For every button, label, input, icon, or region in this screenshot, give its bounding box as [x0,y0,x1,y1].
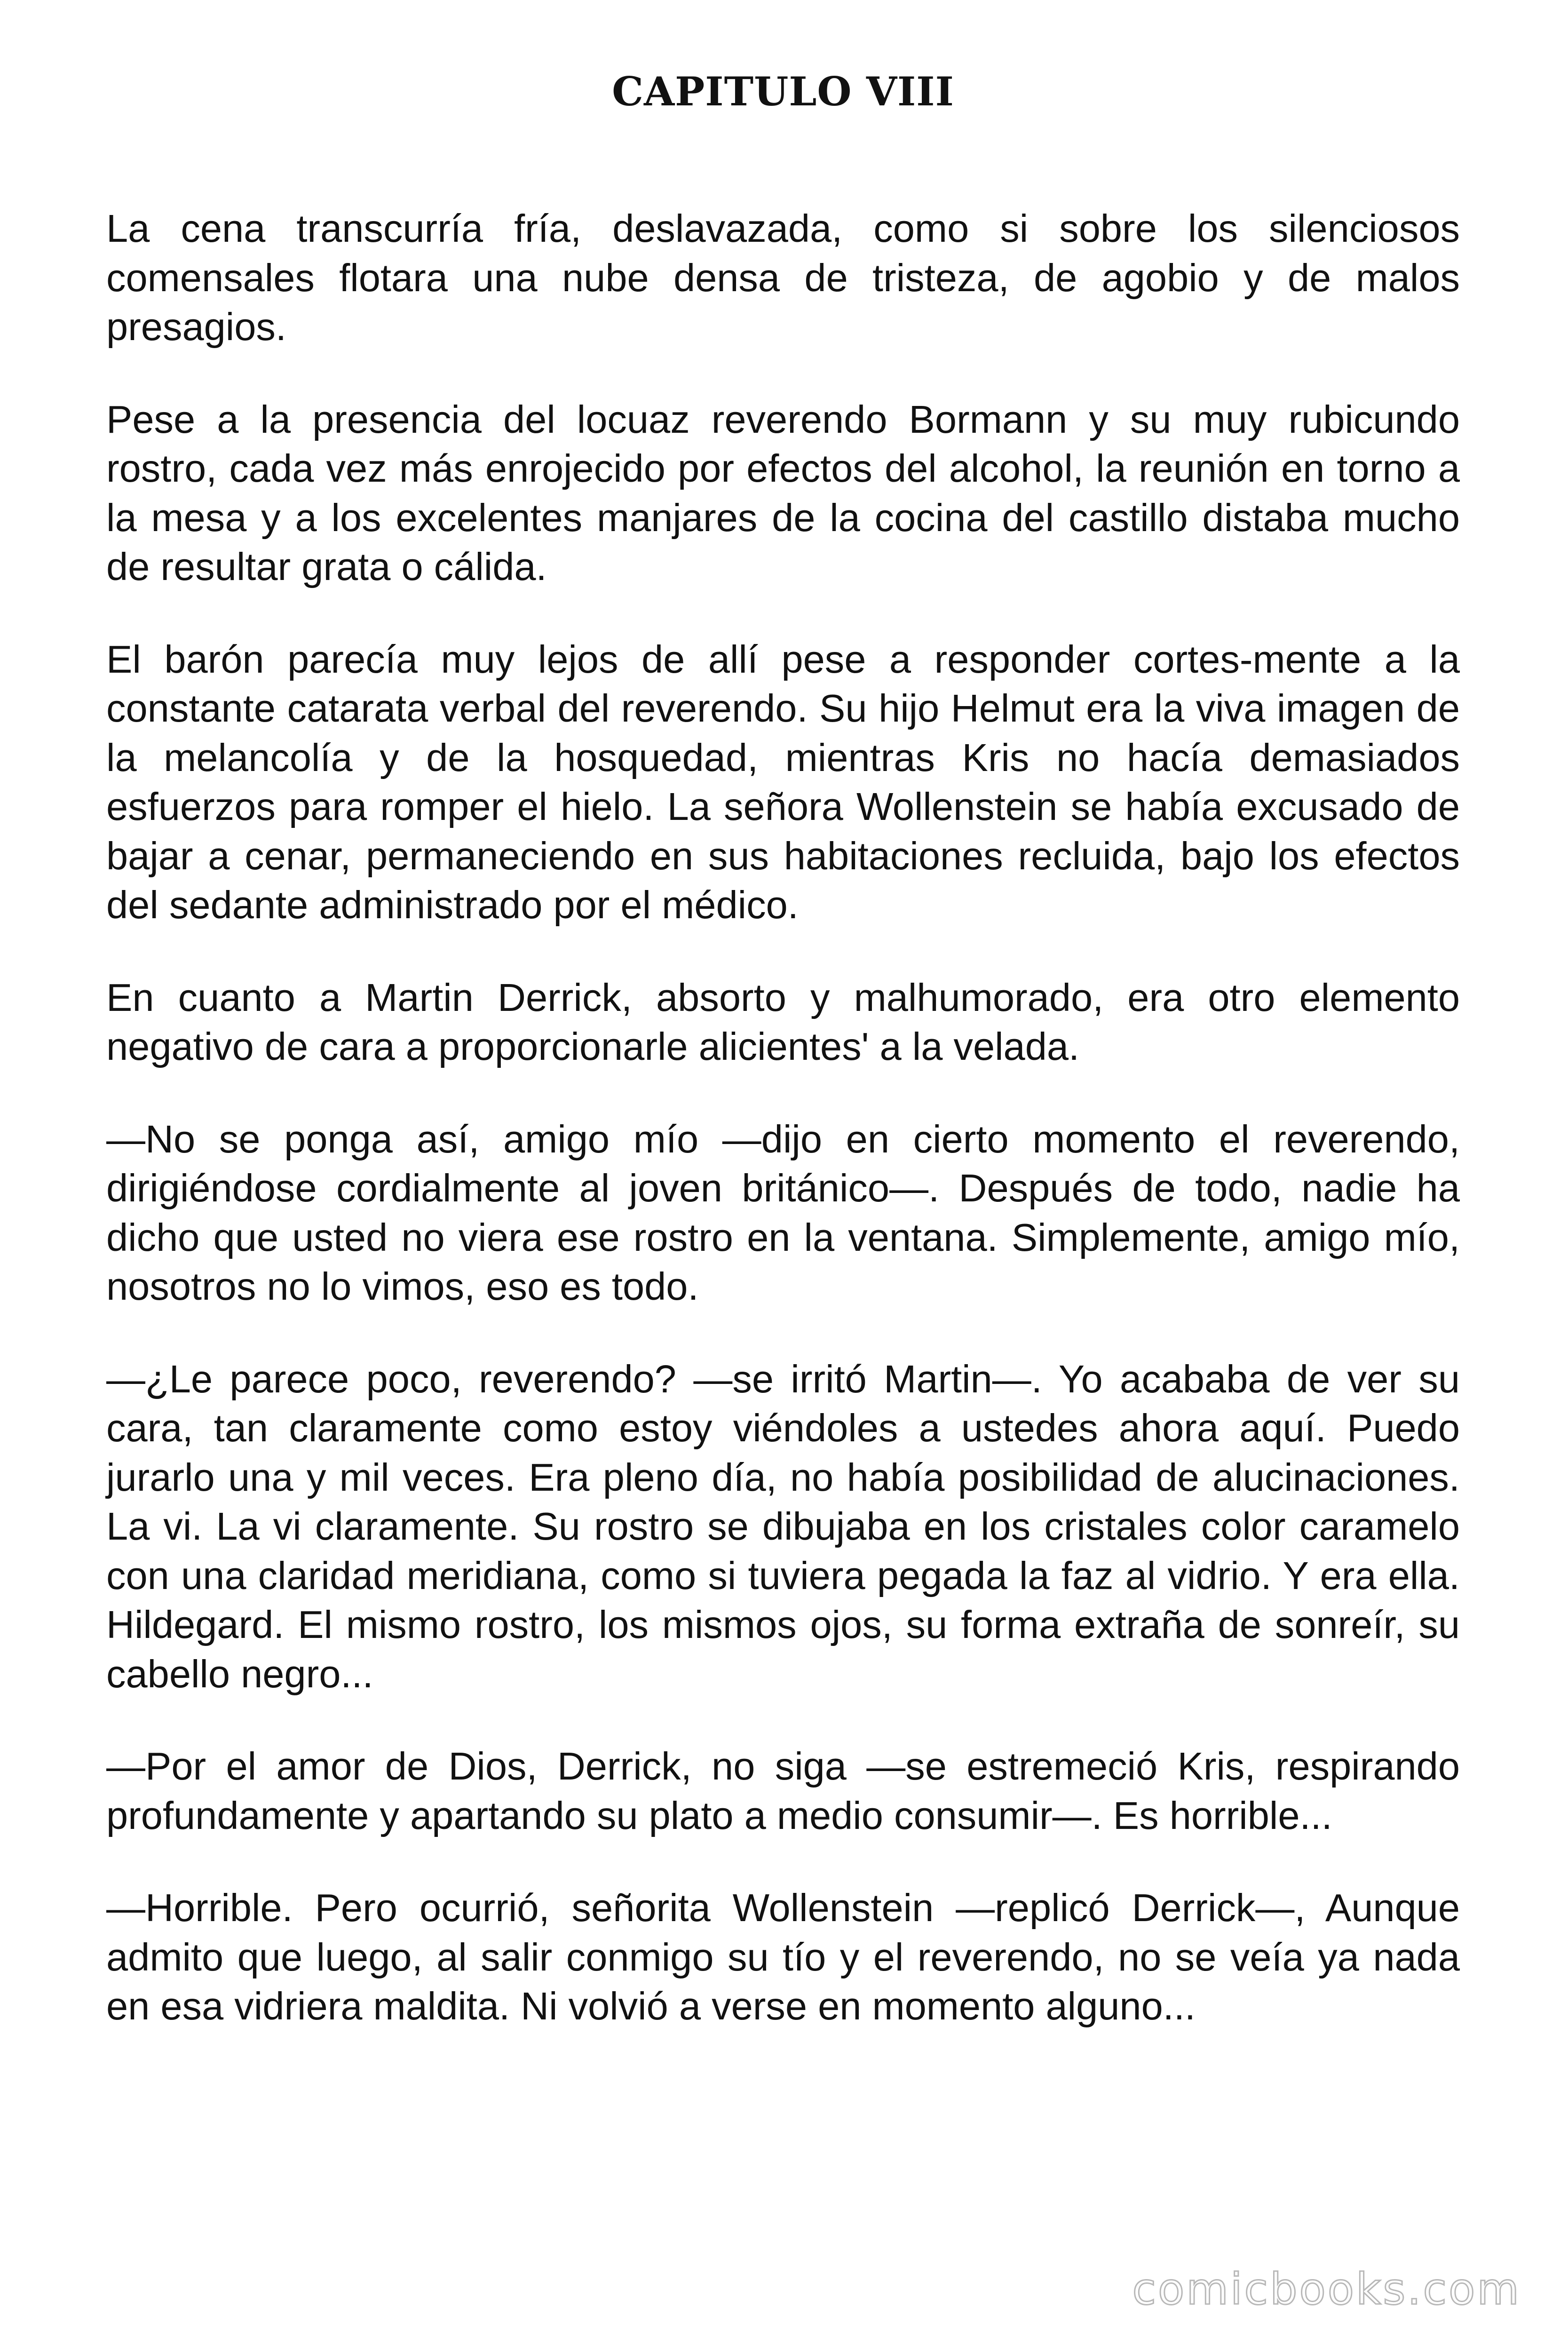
paragraph-7: —Por el amor de Dios, Derrick, no siga —se estremeció Kris, respirando profundamente y apartando su plato a medio consumir—. Es horrible... [106,1744,1460,1837]
paragraph-1: La cena transcurría fría, deslavazada, como si sobre los silenciosos comensales flotara una nube densa de tristeza, de agobio y de malos presagios. [106,207,1460,349]
watermark: comicbooks.com [1132,2264,1521,2314]
paragraph-2: Pese a la presencia del locuaz reverendo Bormann y su muy rubicundo rostro, cada vez más enrojecido por efectos del alcohol, la reunión en torno a la mesa y a los excelentes manjares de la cocina del castillo distaba mucho de resultar grata o cálida. [106,397,1460,588]
chapter-body [106,204,1460,2031]
paragraph-4: En cuanto a Martin Derrick, absorto y malhumorado, era otro elemento negativo de cara a proporcionarle alicientes' a la velada. [106,975,1460,1068]
paragraph-8: —Horrible. Pero ocurrió, señorita Wollenstein —replicó Derrick—, Aunque admito que luego, al salir conmigo su tío y el reverendo, no se veía ya nada en esa vidriera maldita. Ni volvió a verse en momento alguno... [106,1886,1460,2028]
paragraph-3: El barón parecía muy lejos de allí pese a responder cortes-mente a la constante catarata verbal del reverendo. Su hijo Helmut era la viva imagen de la melancolía y de la hosquedad, mientras Kris no hacía demasiados esfuerzos para romper el hielo. La señora Wollenstein se había excusado de bajar a cenar, permaneciendo en sus habitaciones recluida, bajo los efectos del sedante administrado por el médico. [106,637,1460,927]
paragraph-6: —¿Le parece poco, reverendo? —se irritó Martin—. Yo acababa de ver su cara, tan claramente como estoy viéndoles a ustedes ahora aquí. Puedo jurarlo una y mil veces. Era pleno día, no había posibilidad de alucinaciones. La vi. La vi claramente. Su rostro se dibujaba en los cristales color caramelo con una claridad meridiana, como si tuviera pegada la faz al vidrio. Y era ella. Hildegard. El mismo rostro, los mismos ojos, su forma extraña de sonreír, su cabello negro... [106,1357,1460,1696]
paragraph-5: —No se ponga así, amigo mío —dijo en cierto momento el reverendo, dirigiéndose cordialmente al joven británico—. Después de todo, nadie ha dicho que usted no viera ese rostro en la ventana. Simplemente, amigo mío, nosotros no lo vimos, eso es todo. [106,1117,1460,1308]
chapter-title: CAPITULO VIII [612,68,954,115]
